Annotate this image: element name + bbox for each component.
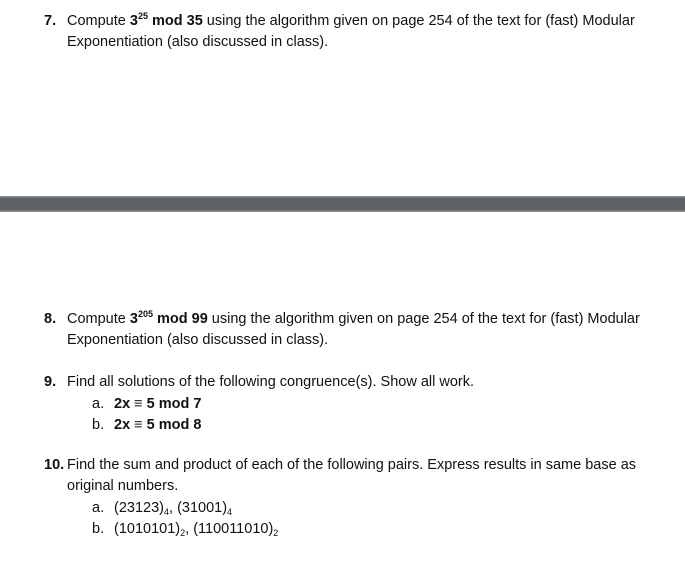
number-pair [114, 500, 232, 516]
modulus: mod 99 [152, 311, 208, 327]
question-text [67, 309, 664, 351]
question-9 [44, 372, 664, 436]
power-expression [130, 311, 208, 327]
base-2: 4 [227, 507, 233, 517]
question-8 [44, 309, 664, 351]
congruence: 2x ≡ 5 mod 8 [114, 417, 202, 433]
question-remainder: using the algorithm given on page 254 of the text for (fast) Modular Exponentiation (also discussed in class). [67, 13, 635, 50]
question-text: Find the sum and product of each of the following pairs. Express results in same base as original numbers. [67, 457, 637, 494]
sub-question-label: a. [92, 500, 105, 516]
question-number: 10. [44, 457, 65, 473]
sub-question-label: b. [92, 417, 105, 433]
separator: , [169, 500, 178, 516]
question-number: 8. [44, 311, 57, 327]
sub-question-label: b. [92, 521, 105, 537]
sub-question-a [44, 498, 664, 519]
number-1: (1010101) [114, 521, 181, 537]
question-7 [44, 11, 664, 53]
exponent: 205 [137, 309, 153, 319]
exponent: 25 [137, 11, 148, 21]
question-10 [44, 455, 664, 540]
number-1: (23123) [114, 500, 164, 516]
congruence: 2x ≡ 5 mod 7 [114, 396, 202, 412]
number-2: (110011010) [193, 521, 274, 537]
number-2: (31001) [177, 500, 228, 516]
sub-question-b [44, 415, 664, 436]
question-number: 9. [44, 374, 57, 390]
power-expression [130, 13, 203, 29]
base: 3 [129, 311, 138, 327]
modulus: mod 35 [147, 13, 203, 29]
sub-question-a [44, 394, 664, 415]
question-text: Find all solutions of the following congruence(s). Show all work. [67, 374, 475, 390]
sub-question-list [44, 394, 664, 436]
compute-label: Compute [67, 311, 130, 327]
base-2: 2 [273, 528, 279, 538]
page-divider [0, 196, 685, 212]
question-text [67, 11, 664, 53]
sub-question-b [44, 519, 664, 540]
number-pair [114, 521, 278, 537]
question-remainder: using the algorithm given on page 254 of the text for (fast) Modular Exponentiation (also discussed in class). [67, 311, 640, 348]
sub-question-list [44, 498, 664, 540]
sub-question-label: a. [92, 396, 105, 412]
compute-label: Compute [67, 13, 130, 29]
separator: , [185, 521, 194, 537]
base-1: 2 [180, 528, 186, 538]
base: 3 [129, 13, 138, 29]
base-1: 4 [163, 507, 169, 517]
question-number: 7. [44, 13, 57, 29]
